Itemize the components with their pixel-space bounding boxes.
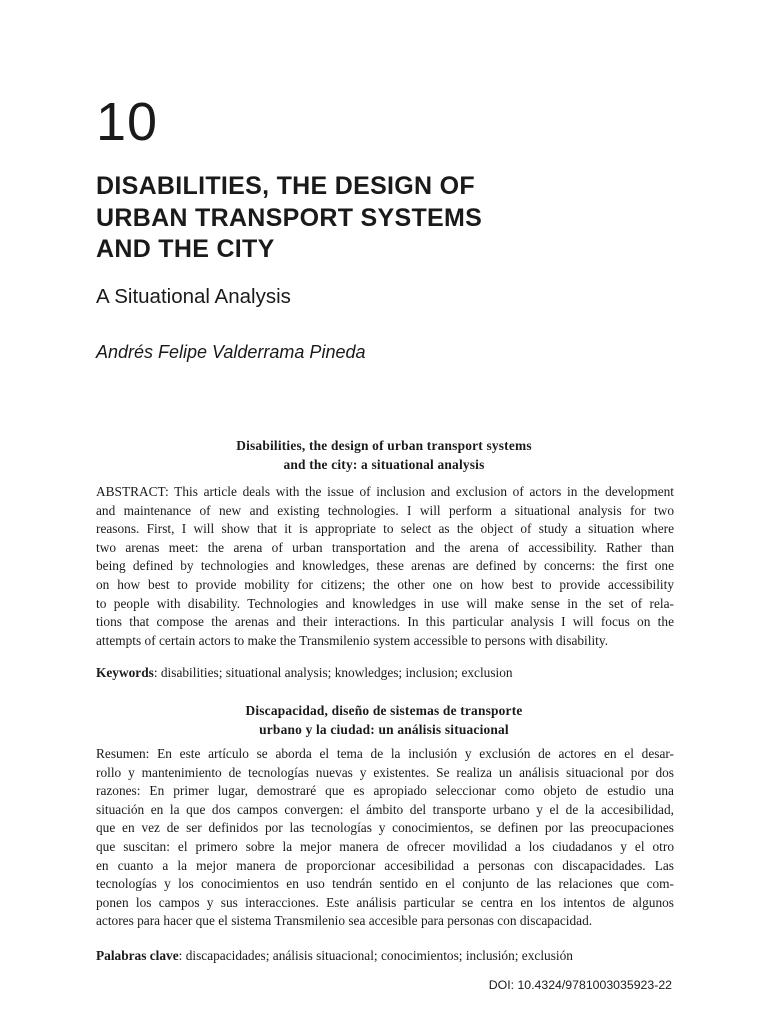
heading-line: Discapacidad, diseño de sistemas de transporte <box>245 703 523 718</box>
chapter-number: 10 <box>96 92 159 152</box>
heading-line: Disabilities, the design of urban transport systems <box>236 438 532 453</box>
abstract-line: on how best to provide mobility for citizens; the other one on how best to provide accessibility <box>96 576 674 592</box>
abstract-line: que suscitan: el primero sobre la mejor manera de ofrecer movilidad a los ciudadanos y el otro <box>96 838 674 854</box>
abstract-line: en cuanto a la mejor manera de proporcionar accesibilidad a personas con discapacidades. Las <box>96 857 674 873</box>
heading-line: and the city: a situational analysis <box>283 457 485 472</box>
abstract-line: rollo y mantenimiento de tecnologías nuevas y existentes. Se realiza un análisis situacional por dos <box>96 764 674 780</box>
english-abstract <box>96 483 674 650</box>
chapter-subtitle: A Situational Analysis <box>96 285 291 308</box>
abstract-line: tions that compose the arenas and their interactions. In this particular analysis I will focus on the <box>96 614 674 630</box>
abstract-line: being defined by technologies and knowledges, these arenas are defined by concerns: the first one <box>96 558 674 574</box>
english-abstract-heading <box>96 436 672 474</box>
chapter-title <box>96 171 656 266</box>
abstract-line: razones: En primer lugar, demostraré que es apropiado seleccionar como objeto de estudio una <box>96 783 674 799</box>
chapter-title-line: AND THE CITY <box>96 235 275 263</box>
chapter-author: Andrés Felipe Valderrama Pineda <box>96 342 366 362</box>
abstract-line: to people with disability. Technologies and knowledges in use will make sense in the set of rela- <box>96 595 674 611</box>
abstract-line: actores para hacer que el sistema Transmilenio sea accesible para personas con discapacidad. <box>96 913 593 929</box>
abstract-line: Resumen: En este artículo se aborda el tema de la inclusión y exclusión de actores en el desar- <box>96 746 674 761</box>
keywords-label: Keywords <box>96 665 154 680</box>
keywords-label: Palabras clave <box>96 948 179 963</box>
keywords-text: : discapacidades; análisis situacional; conocimientos; inclusión; exclusión <box>178 948 573 963</box>
abstract-line: tecnologías y los conocimientos en uso tendrán sentido en el conjunto de las relaciones que com- <box>96 876 674 892</box>
heading-line: urbano y la ciudad: un análisis situacional <box>259 722 509 737</box>
abstract-line: situación en la que dos campos convergen: el ámbito del transporte urbano y el de la accesibilidad, <box>96 801 674 817</box>
abstract-line: attempts of certain actors to make the Transmilenio system accessible to persons with disability. <box>96 632 609 648</box>
doi: DOI: 10.4324/9781003035923-22 <box>488 978 672 992</box>
abstract-line: two arenas meet: the arena of urban transportation and the arena of accessibility. Rather than <box>96 539 674 555</box>
abstract-line: que en vez de ser definidos por las tecnologías y conocimientos, se definen por las preocupaciones <box>96 820 674 836</box>
chapter-title-line: DISABILITIES, THE DESIGN OF <box>96 172 475 200</box>
abstract-line: and maintenance of new and existing technologies. I will perform a situational analysis for two <box>96 502 674 518</box>
spanish-abstract-heading <box>96 701 672 739</box>
abstract-line: ponen los campos y sus interacciones. Este análisis particular se centra en los intentos de algunos <box>96 894 674 910</box>
spanish-keywords <box>96 947 674 966</box>
spanish-abstract <box>96 745 674 931</box>
keywords-text: : disabilities; situational analysis; knowledges; inclusion; exclusion <box>153 665 513 680</box>
abstract-line: ABSTRACT: This article deals with the issue of inclusion and exclusion of actors in the development <box>96 484 674 499</box>
abstract-line: reasons. First, I will show that it is appropriate to select as the object of study a situation where <box>96 521 674 537</box>
english-keywords <box>96 664 674 683</box>
chapter-title-line: URBAN TRANSPORT SYSTEMS <box>96 203 483 232</box>
